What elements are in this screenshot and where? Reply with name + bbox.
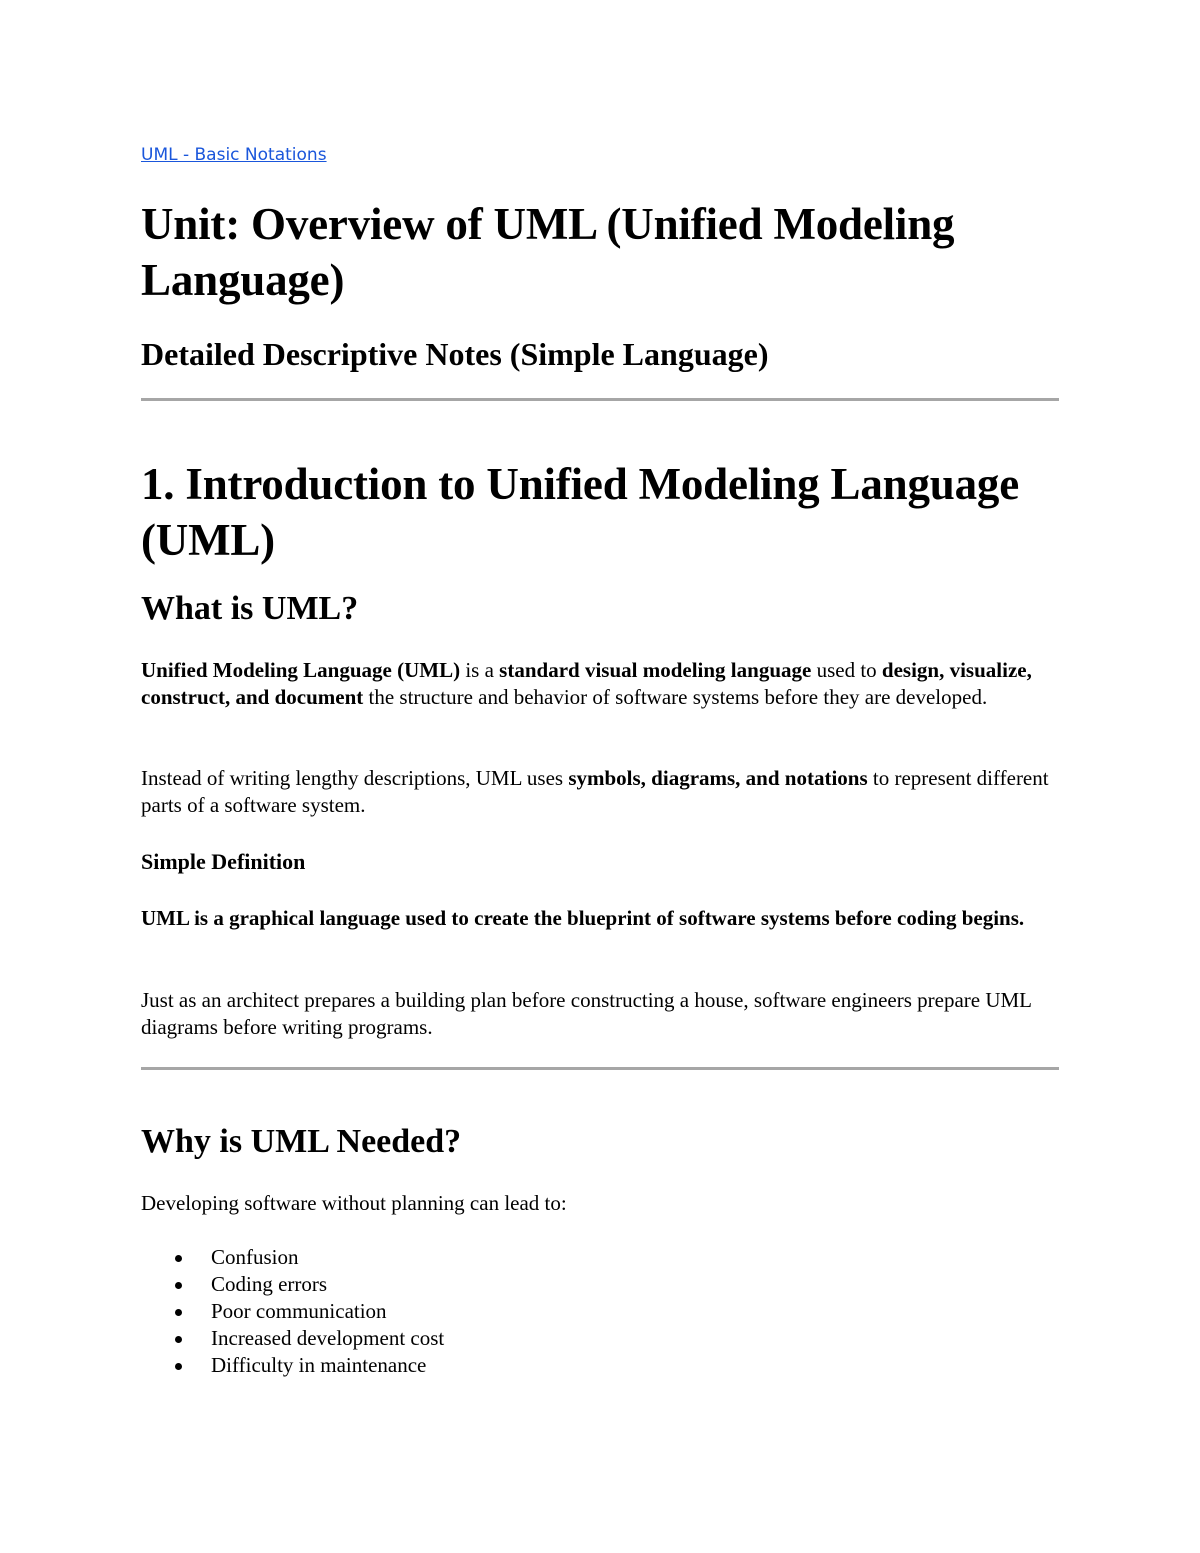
list-item-text: Coding errors <box>211 1272 328 1296</box>
plain-text: to represent different parts of a software system. <box>141 766 1049 817</box>
document-title: Unit: Overview of UML (Unified Modeling Language) <box>141 199 955 305</box>
bullet-icon <box>175 1336 182 1343</box>
list-item <box>141 1352 444 1379</box>
paragraph-simple-definition: UML is a graphical language used to create the blueprint of software systems before coding begins. <box>141 906 1025 930</box>
list-item <box>141 1325 444 1352</box>
list-item <box>141 1271 444 1298</box>
paragraph-why-intro: Developing software without planning can lead to: <box>141 1191 567 1215</box>
document-subtitle: Detailed Descriptive Notes (Simple Language) <box>141 336 769 372</box>
paragraph-architect-analogy: Just as an architect prepares a building plan before constructing a house, software engineers prepare UML diagrams before writing programs. <box>141 988 1032 1039</box>
list-item-text: Poor communication <box>211 1299 387 1323</box>
horizontal-divider <box>141 1067 1059 1070</box>
list-item-text: Increased development cost <box>211 1326 445 1350</box>
bullet-icon <box>175 1309 182 1316</box>
bullet-icon <box>175 1255 182 1262</box>
list-item <box>141 1244 444 1271</box>
plain-text: Instead of writing lengthy descriptions, UML uses <box>141 766 569 790</box>
uml-basic-notations-link[interactable]: UML - Basic Notations <box>141 145 327 165</box>
bold-text: symbols, diagrams, and notations <box>568 766 868 790</box>
horizontal-divider <box>141 398 1059 401</box>
plain-text: the structure and behavior of software systems before they are developed. <box>363 685 988 709</box>
bullet-icon <box>175 1363 182 1370</box>
heading-why-uml-needed: Why is UML Needed? <box>141 1123 462 1160</box>
paragraph-uml-symbols <box>141 765 1059 819</box>
plain-text: used to <box>811 658 882 682</box>
bold-text: standard visual modeling language <box>499 658 812 682</box>
why-uml-list <box>141 1244 444 1379</box>
list-item-text: Confusion <box>211 1245 299 1269</box>
heading-simple-definition: Simple Definition <box>141 849 306 874</box>
heading-what-is-uml: What is UML? <box>141 590 359 627</box>
plain-text: is a <box>460 658 500 682</box>
paragraph-uml-definition <box>141 657 1059 711</box>
list-item-text: Difficulty in maintenance <box>211 1353 427 1377</box>
list-item <box>141 1298 444 1325</box>
section-heading-introduction: 1. Introduction to Unified Modeling Language (UML) <box>141 459 1019 565</box>
bullet-icon <box>175 1282 182 1289</box>
bold-text: Unified Modeling Language (UML) <box>141 658 461 682</box>
bold-text: design, visualize, construct, and document <box>141 658 1032 709</box>
